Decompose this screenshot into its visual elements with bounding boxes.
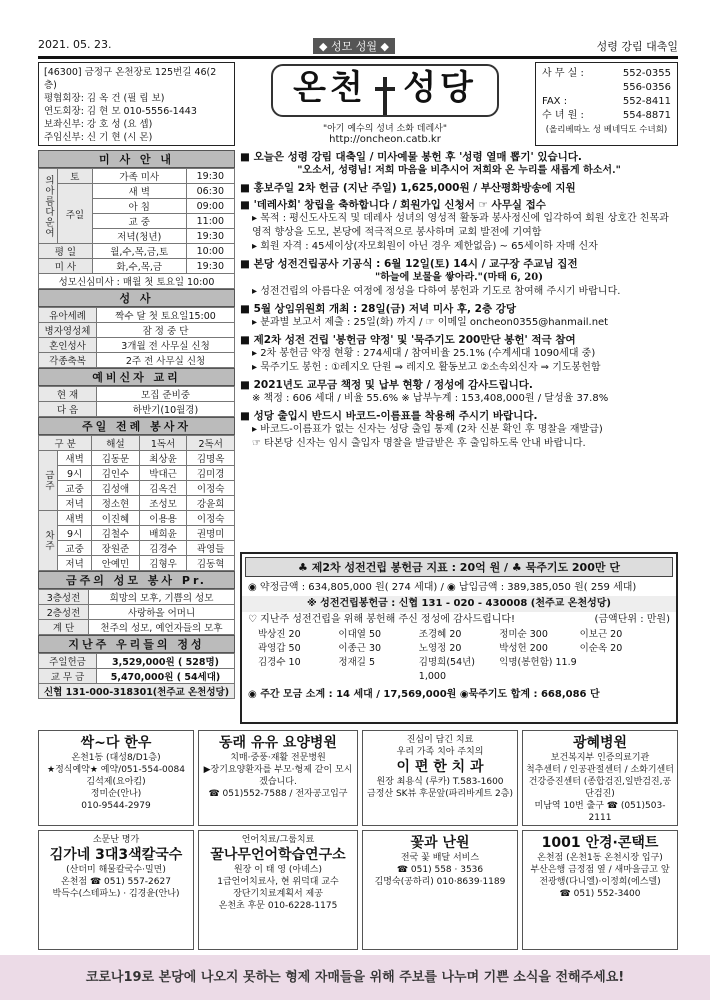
sacrament-table bbox=[38, 307, 235, 368]
table-cell: 이용용 bbox=[139, 511, 187, 526]
mass-time: 06:30 bbox=[186, 184, 234, 199]
table-cell: 장원준 bbox=[92, 541, 140, 556]
donor-entry: 이보근 20 bbox=[579, 629, 623, 640]
ad-box bbox=[522, 830, 678, 950]
notice-heading: ■ 홍보주일 2차 헌금 (지난 주일) 1,625,000원 / 부산평화방송에 지원 bbox=[240, 181, 678, 195]
mass-group: 평 일 bbox=[39, 244, 93, 259]
notice-detail: ▸ 2차 봉헌금 약정 현황 : 274세대 / 참여비율 25.1% (수계세대 1090세대 중) bbox=[252, 348, 596, 359]
notice-quote: "하늘에 보물을 쌓아라."(마태 6, 20) bbox=[375, 272, 543, 283]
table-row bbox=[39, 684, 235, 699]
ad-line: ☎ 051) 552-3400 bbox=[559, 889, 641, 899]
table-row bbox=[39, 323, 235, 338]
table-cell: 이정숙 bbox=[187, 481, 235, 496]
table-cell: 교중 bbox=[58, 541, 92, 556]
notice-heading: ■ 제2차 성전 건립 '봉헌금 약정' 및 '묵주기도 200만단 봉헌' 적극 참여 bbox=[240, 333, 678, 347]
table-row bbox=[39, 466, 235, 481]
office-phone-2: 556-0356 bbox=[622, 82, 671, 93]
column-header: 구 분 bbox=[39, 436, 92, 451]
ad-title: 동래 유유 요양병원 bbox=[219, 735, 337, 751]
sacrament-label: 병자영성체 bbox=[39, 323, 97, 338]
ad-line: 원장 최용식 (루카) T.583-1600 bbox=[376, 777, 504, 787]
table-row bbox=[39, 526, 235, 541]
ad-line: 소문난 명가 bbox=[92, 835, 140, 845]
office-label: 사 무 실 : bbox=[542, 68, 584, 79]
contact-line: 연도회장: 김 현 모 010-5556-1443 bbox=[44, 106, 197, 117]
table-cell: 이정숙 bbox=[187, 511, 235, 526]
ad-box bbox=[38, 730, 194, 826]
donor-entry: 이종근 30 bbox=[338, 643, 382, 654]
next-week-label: 차주 bbox=[39, 511, 58, 571]
prayer-value: 천주의 성모, 예언자들의 모후 bbox=[89, 620, 235, 635]
table-cell: 김경수 bbox=[139, 541, 187, 556]
column-header: 1독서 bbox=[139, 436, 187, 451]
church-name-left: 온천 bbox=[293, 68, 367, 108]
month-label: ◆ 성모 성월 ◆ bbox=[313, 38, 395, 54]
table-cell: 김동혁 bbox=[187, 556, 235, 571]
prayer-label: 3층성전 bbox=[39, 590, 89, 605]
donor-entry: 김경수 10 bbox=[258, 657, 301, 668]
servers-table bbox=[38, 435, 235, 571]
donor-entry: 박성헌 200 bbox=[499, 643, 548, 654]
fund-pledge: ◉ 약정금액 : 634,805,000 원( 274 세대) / ◉ 납입금액 : 389,385,050 원( 259 세대) bbox=[248, 582, 637, 593]
ad-line: ☎ 051) 558 · 3536 bbox=[396, 865, 484, 875]
feast-label: 성령 강림 대축일 bbox=[596, 40, 678, 53]
ad-box bbox=[198, 730, 358, 826]
ad-line: 전광행(다니엘)·이정희(에스델) bbox=[539, 877, 661, 887]
table-cell: 김철수 bbox=[92, 526, 140, 541]
donor-entry: 김명희(54년) 1,000 bbox=[418, 657, 476, 682]
ad-title: 이 편 한 치 과 bbox=[396, 759, 484, 775]
mass-group: 토 bbox=[58, 169, 93, 184]
ad-line: 부산은행 금정점 옆 / 새마을금고 앞 bbox=[530, 865, 670, 875]
catechumen-title: 예비신자 교리 bbox=[38, 368, 235, 386]
notice-item bbox=[240, 302, 678, 330]
donor-entry: 이대열 50 bbox=[338, 629, 382, 640]
table-cell: 안예민 bbox=[92, 556, 140, 571]
catechumen-value: 모집 준비중 bbox=[97, 387, 235, 402]
ad-line: 박득수(스테파노) · 김경윤(안나) bbox=[52, 889, 180, 899]
ad-title: 싹~다 한우 bbox=[80, 735, 152, 751]
table-row bbox=[39, 620, 235, 635]
prayer-title: 금주의 성모 봉사 Pr. bbox=[38, 571, 235, 589]
ad-line: 온천1동 (대성8/D1층) bbox=[71, 753, 161, 763]
motto: "아기 예수의 성녀 소화 데레사" bbox=[322, 124, 448, 134]
table-row bbox=[39, 259, 235, 274]
notice-heading: ■ 본당 성전건립공사 기공식 : 6월 12일(토) 14시 / 교구장 주교님 집전 bbox=[240, 257, 678, 271]
ad-line: ☎ 051)552-7588 / 전자공고입구 bbox=[208, 789, 348, 799]
notice-heading: ■ 오늘은 성령 강림 대축일 / 미사예물 봉헌 후 '성령 열매 뽑기' 있습니다. bbox=[240, 150, 678, 164]
fund-title: ♣ 제2차 성전건립 봉헌금 지표 : 20억 원 / ♣ 묵주기도 200만 단 bbox=[245, 557, 673, 577]
ad-line: 금정산 SK뷰 후문앞(파리바게트 2층) bbox=[367, 789, 513, 799]
notice-detail: ▸ 회원 자격 : 45세이상(자모회원이 아닌 경우 제한없음) ~ 65세이하 자매 신자 bbox=[252, 241, 598, 252]
ad-box bbox=[362, 730, 518, 826]
table-cell: 김명옥 bbox=[187, 451, 235, 466]
ad-title: 1001 안경·콘택트 bbox=[541, 835, 659, 851]
table-cell: 배희윤 bbox=[139, 526, 187, 541]
mass-time: 09:00 bbox=[186, 199, 234, 214]
offering-value: 3,529,000원 ( 528명) bbox=[97, 654, 235, 669]
table-cell: 곽영들 bbox=[187, 541, 235, 556]
sacrament-value: 잠 정 중 단 bbox=[97, 323, 235, 338]
ad-line: 미남역 10번 출구 ☎ (051)503-2111 bbox=[534, 801, 666, 823]
issue-date: 2021. 05. 23. bbox=[38, 38, 112, 51]
table-row bbox=[39, 184, 235, 199]
ad-title: 김가네 3대3색칼국수 bbox=[49, 847, 183, 863]
ad-box bbox=[362, 830, 518, 950]
table-cell: 새벽 bbox=[58, 451, 92, 466]
notice-detail: ☞ 타본당 신자는 임시 출입자 명찰을 발급받은 후 출입하도록 안내 바랍니다. bbox=[252, 438, 586, 449]
notice-detail: ▸ 바코드-이름표가 없는 신자는 성당 출입 통제 (2차 신분 확인 후 명찰을 재발급) bbox=[252, 424, 603, 435]
ad-line: 척추센터 / 인공관절센터 / 소화기센터 bbox=[526, 765, 674, 775]
building-fund-box bbox=[240, 552, 678, 724]
column-header: 해설 bbox=[92, 436, 140, 451]
ad-line: 온천점 ☎ 051) 557-2627 bbox=[61, 877, 171, 887]
top-bar bbox=[38, 38, 678, 56]
table-row bbox=[39, 511, 235, 526]
offering-label: 교 무 금 bbox=[39, 669, 97, 684]
catechumen-label: 현 재 bbox=[39, 387, 97, 402]
notice-item bbox=[240, 198, 678, 254]
mass-group: 미 사 bbox=[39, 259, 93, 274]
notice-item bbox=[240, 409, 678, 451]
donor-entry: 이순옥 20 bbox=[579, 643, 623, 654]
ads-section bbox=[38, 730, 678, 952]
mass-title: 미 사 안 내 bbox=[38, 150, 235, 168]
table-row bbox=[39, 590, 235, 605]
table-cell: 강윤희 bbox=[187, 496, 235, 511]
this-week-label: 금주 bbox=[39, 451, 58, 511]
masthead bbox=[240, 62, 530, 146]
prayer-table bbox=[38, 589, 235, 635]
notice-heading: ■ 5월 상임위원회 개최 : 28일(금) 저녁 미사 후, 2층 강당 bbox=[240, 302, 678, 316]
ad-line: 1급언어치료사, 현 위덕대 교수 bbox=[217, 877, 339, 887]
contact-box bbox=[38, 62, 235, 146]
prayer-value: 희망의 모후, 기쁨의 성모 bbox=[89, 590, 235, 605]
mass-group: 주일 bbox=[58, 184, 93, 244]
notice-detail: ▸ 성전건립의 아름다운 여정에 정성을 다하여 봉헌과 기도로 참여해 주시기 바랍니다. bbox=[252, 286, 621, 297]
table-row bbox=[39, 169, 235, 184]
website-link[interactable]: http://oncheon.catb.kr bbox=[329, 134, 441, 145]
table-row bbox=[39, 541, 235, 556]
table-row bbox=[39, 605, 235, 620]
table-row bbox=[39, 402, 235, 417]
notice-heading: ■ '데레사회' 창립을 축하합니다 / 회원가입 신청서 ☞ 사무실 접수 bbox=[240, 198, 678, 212]
mass-name: 새 벽 bbox=[92, 184, 186, 199]
column-header: 2독서 bbox=[187, 436, 235, 451]
donor-entry bbox=[580, 656, 660, 684]
sacrament-title: 성 사 bbox=[38, 289, 235, 307]
mass-name: 저녁(청년) bbox=[92, 229, 186, 244]
ad-line: 우리 가족 치아 주치의 bbox=[396, 747, 484, 757]
mass-time: 10:00 bbox=[186, 244, 234, 259]
table-row bbox=[39, 244, 235, 259]
table-cell: 9시 bbox=[58, 526, 92, 541]
table-row bbox=[39, 669, 235, 684]
table-cell: 김미경 bbox=[187, 466, 235, 481]
table-header-row bbox=[39, 436, 235, 451]
notice-detail: ※ 책정 : 606 세대 / 비율 55.6% ※ 납부누계 : 153,408,000원 / 달성율 37.8% bbox=[252, 393, 609, 404]
bottom-banner: 코로나19로 본당에 나오지 못하는 형제 자매들을 위해 주보를 나누며 기쁜 소식을 전해주세요! bbox=[0, 955, 710, 1000]
ad-line: 치매·중풍·재활 전문병원 bbox=[230, 753, 326, 763]
table-cell: 새벽 bbox=[58, 511, 92, 526]
notice-item bbox=[240, 257, 678, 299]
servers-title: 주일 전례 봉사자 bbox=[38, 417, 235, 435]
fax-label: FAX : bbox=[542, 96, 568, 107]
notice-item bbox=[240, 378, 678, 406]
mass-time: 11:00 bbox=[186, 214, 234, 229]
mass-name: 가족 미사 bbox=[92, 169, 186, 184]
table-cell: 정소현 bbox=[92, 496, 140, 511]
table-row bbox=[39, 496, 235, 511]
donor-entry: 곽영갑 50 bbox=[258, 643, 301, 654]
prayer-label: 2층성전 bbox=[39, 605, 89, 620]
donor-entry: 노영정 20 bbox=[418, 643, 462, 654]
ad-line: 장단기치료계획서 제공 bbox=[233, 889, 323, 899]
donor-entry: 익명(봉헌함) 11.9 bbox=[499, 657, 577, 668]
church-name-right: 성당 bbox=[403, 68, 477, 108]
offering-account: 신협 131-000-318301(천주교 온천성당) bbox=[39, 684, 235, 699]
notice-detail: ▸ 분과별 보고서 제출 : 25일(화) 까지 / ☞ 이메일 oncheon0355@hanmail.net bbox=[252, 317, 609, 328]
notice-item bbox=[240, 333, 678, 375]
ad-line: 정미순(안나) bbox=[90, 789, 142, 799]
contact-line: [46300] 금정구 온천장로 125번길 46(2층) bbox=[44, 67, 217, 91]
ad-line: 건강증진센터 (종합검진,일반검진,공단검진) bbox=[528, 777, 672, 799]
ad-line: (산더미 해물칼국수·밀면) bbox=[66, 865, 166, 875]
church-name-box bbox=[271, 64, 499, 117]
donor-entry: 박상진 20 bbox=[258, 629, 301, 640]
sacrament-value: 짝수 달 첫 토요일15:00 bbox=[97, 308, 235, 323]
table-cell: 최상윤 bbox=[139, 451, 187, 466]
table-row bbox=[39, 338, 235, 353]
convent-phone: 554-8871 bbox=[622, 110, 671, 121]
catechumen-label: 다 음 bbox=[39, 402, 97, 417]
ad-title: 꽃과 난원 bbox=[410, 835, 470, 851]
ad-line: 김석제(요아킴) bbox=[86, 777, 146, 787]
table-cell: 박대근 bbox=[139, 466, 187, 481]
table-row bbox=[39, 387, 235, 402]
table-cell: 9시 bbox=[58, 466, 92, 481]
top-rule bbox=[38, 56, 678, 59]
ad-line: ★정식예약★ 예약/051-554-0084 bbox=[47, 765, 185, 775]
left-column bbox=[38, 150, 235, 699]
table-cell: 김동문 bbox=[92, 451, 140, 466]
table-row bbox=[39, 481, 235, 496]
donor-entry: 정미순 300 bbox=[499, 629, 548, 640]
fund-account: ※ 성전건립봉헌금 : 신협 131 - 020 - 430008 (천주교 온천성당) bbox=[242, 596, 676, 612]
sacrament-value: 2주 전 사무실 신청 bbox=[97, 353, 235, 368]
cross-icon bbox=[370, 77, 400, 115]
fund-summary: ◉ 주간 모금 소계 : 14 세대 / 17,569,000원 ◉묵주기도 합계 : 668,086 단 bbox=[248, 689, 600, 700]
table-cell: 김옥건 bbox=[139, 481, 187, 496]
notice-item bbox=[240, 181, 678, 195]
office-phone: 552-0355 bbox=[622, 68, 671, 79]
table-cell: 김성애 bbox=[92, 481, 140, 496]
table-cell: 저녁 bbox=[58, 496, 92, 511]
mass-note: 성모신심미사 : 매월 첫 토요일 10:00 bbox=[39, 274, 235, 289]
ad-box bbox=[198, 830, 358, 950]
mass-name: 아 침 bbox=[92, 199, 186, 214]
notice-quote: "오소서, 성령님! 저희 마음을 비추시어 저희와 온 누리를 새롭게 하소서." bbox=[297, 165, 621, 176]
table-row bbox=[39, 274, 235, 289]
mass-table bbox=[38, 168, 235, 289]
mass-side-label: 의아름다운여 bbox=[39, 169, 58, 244]
convent-label: 수 녀 원 : bbox=[542, 110, 584, 121]
catechumen-table bbox=[38, 386, 235, 417]
notice-detail: ▸ 목적 : 평신도사도직 및 데레사 성녀의 영성적 활동과 봉사정신에 입각하여 회원 상호간 친목과 영적 향상을 도모, 본당에 적극적으로 봉사하며 교회 발전에 기여함 bbox=[252, 213, 669, 238]
phone-box bbox=[535, 62, 678, 146]
table-row bbox=[39, 353, 235, 368]
fund-thanks: ♡ 지난주 성전건립을 위해 봉헌해 주신 정성에 감사드립니다! bbox=[248, 614, 516, 625]
catechumen-value: 하반기(10월경) bbox=[97, 402, 235, 417]
mass-time: 19:30 bbox=[186, 229, 234, 244]
ad-line: 보건복지부 인증의료기관 bbox=[550, 753, 650, 763]
table-row bbox=[39, 556, 235, 571]
ad-line: ▶장기요양환자를 부모·형제 같이 모시겠습니다. bbox=[203, 765, 353, 787]
contact-line: 평협회장: 김 옥 건 (필 립 보) bbox=[44, 93, 165, 104]
table-cell: 이진혜 bbox=[92, 511, 140, 526]
table-cell: 교중 bbox=[58, 481, 92, 496]
offering-value: 5,470,000원 ( 54세대) bbox=[97, 669, 235, 684]
ad-title: 꿀나무언어학습연구소 bbox=[210, 847, 346, 863]
fund-unit: (금액단위 : 만원) bbox=[594, 614, 670, 625]
table-cell: 저녁 bbox=[58, 556, 92, 571]
mass-time: 19:30 bbox=[186, 169, 234, 184]
ad-box bbox=[522, 730, 678, 826]
fax-number: 552-8411 bbox=[622, 96, 671, 107]
offering-title: 지난주 우리들의 정성 bbox=[38, 635, 235, 653]
offering-label: 주일헌금 bbox=[39, 654, 97, 669]
notice-detail: ▸ 묵주기도 봉헌 : ①레지오 단원 ⇒ 레지오 활동보고 ②소속외신자 ⇒ 기도봉헌함 bbox=[252, 362, 601, 373]
ad-line: 진심이 담긴 치료 bbox=[406, 735, 474, 745]
mass-time: 19:30 bbox=[186, 259, 234, 274]
ad-line: 원장 이 태 영 (아녜스) bbox=[233, 865, 323, 875]
table-row bbox=[39, 451, 235, 466]
ad-line: 김명숙(공하리) 010·8639·1189 bbox=[374, 877, 506, 887]
contact-line: 보좌신부: 강 호 성 (요 셉) bbox=[44, 119, 153, 130]
contact-line: 주임신부: 신 기 현 (시 몬) bbox=[44, 132, 153, 143]
mass-name: 화,수,목,금 bbox=[92, 259, 186, 274]
ad-line: 언어치료/그룹치료 bbox=[241, 835, 315, 845]
ad-line: 010-9544-2979 bbox=[81, 801, 151, 811]
donor-list bbox=[242, 628, 676, 684]
sacrament-value: 3개월 전 사무실 신청 bbox=[97, 338, 235, 353]
notice-heading: ■ 2021년도 교무금 책정 및 납부 현황 / 정성에 감사드립니다. bbox=[240, 378, 678, 392]
notices-column bbox=[240, 150, 678, 454]
donor-entry: 정재길 5 bbox=[338, 657, 375, 668]
mass-name: 교 중 bbox=[92, 214, 186, 229]
notice-item bbox=[240, 150, 678, 178]
table-cell: 조성모 bbox=[139, 496, 187, 511]
ad-title: 광혜병원 bbox=[572, 735, 628, 751]
table-cell: 김형우 bbox=[139, 556, 187, 571]
sacrament-label: 각종축복 bbox=[39, 353, 97, 368]
table-row bbox=[39, 654, 235, 669]
sacrament-label: 유아세례 bbox=[39, 308, 97, 323]
ad-line: 온천초 후문 010-6228-1175 bbox=[218, 901, 338, 911]
donor-entry: 조경혜 20 bbox=[418, 629, 462, 640]
mass-name: 월,수,목,금,토 bbox=[92, 244, 186, 259]
convent-note: (올리베따노 성 베네딕도 수녀회) bbox=[545, 125, 668, 135]
prayer-value: 사랑하올 어머니 bbox=[89, 605, 235, 620]
sacrament-label: 혼인성사 bbox=[39, 338, 97, 353]
prayer-label: 계 단 bbox=[39, 620, 89, 635]
offering-table bbox=[38, 653, 235, 699]
table-cell: 권명미 bbox=[187, 526, 235, 541]
ad-box bbox=[38, 830, 194, 950]
table-cell: 김인수 bbox=[92, 466, 140, 481]
table-row bbox=[39, 308, 235, 323]
ad-line: 온천점 (온천1동 온천시장 입구) bbox=[537, 853, 663, 863]
ad-line: 전국 꽃 배달 서비스 bbox=[400, 853, 480, 863]
notice-heading: ■ 성당 출입시 반드시 바코드-이름표를 착용해 주시기 바랍니다. bbox=[240, 409, 678, 423]
